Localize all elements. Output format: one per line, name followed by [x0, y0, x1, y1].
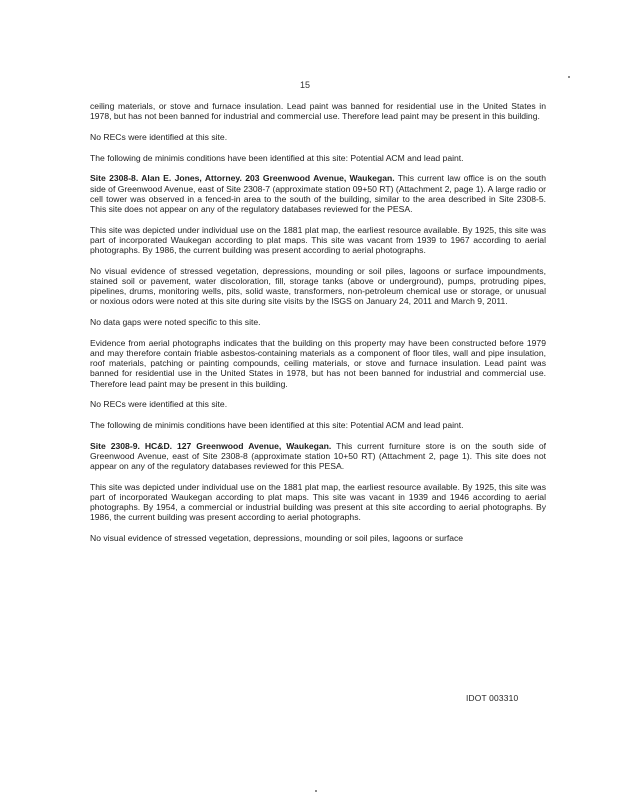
- paragraph-de-minimis: The following de minimis conditions have been identified at this site: Potential ACM and lead paint.: [90, 152, 464, 163]
- paragraph-site-2308-9: [90, 441, 546, 472]
- scan-speck: [568, 76, 570, 78]
- site-description: This current furniture store is on the south side of Greenwood Avenue, east of Site 2308-8 (approximate station 10+50 RT) (Attachment 2, page 1). This site does not appear on any of the regulatory databases reviewed for this PESA.: [90, 440, 546, 472]
- page-number: 15: [300, 80, 311, 90]
- paragraph-asbestos: Evidence from aerial photographs indicates that the building on this property may have been constructed before 1979 and may therefore contain friable asbestos-containing materials as a component of floor tiles, wall and pipe insulation, roof materials, patching or painting compounds, ceiling materials, or stove and furnace insulation. Lead paint was banned for residential use in the United States in 1978, but has not been banned for industrial and commercial use. Therefore lead paint may be present in this building.: [90, 337, 546, 389]
- paragraph-data-gaps: No data gaps were noted specific to this site.: [90, 317, 261, 328]
- paragraph-asbestos-continuation: ceiling materials, or stove and furnace insulation. Lead paint was banned for residential use in the United States in 1978, but has not been banned for industrial and commercial use. Therefore lead paint may be present in this building.: [90, 101, 546, 122]
- scan-speck: [315, 790, 317, 792]
- paragraph-visual-evidence: No visual evidence of stressed vegetation, depressions, mounding or soil piles, lagoons or surface: [90, 533, 464, 544]
- paragraph-history: This site was depicted under individual use on the 1881 plat map, the earliest resource available. By 1925, this site was part of incorporated Waukegan according to plat maps. This site was vacant from 1939 to 1967 according to aerial photographs. By 1986, the current building was present according to aerial photographs.: [90, 224, 546, 256]
- body-text: [90, 101, 546, 554]
- paragraph-no-recs: No RECs were identified at this site.: [90, 131, 228, 142]
- site-heading: Site 2308-9. HC&D. 127 Greenwood Avenue, Waukegan.: [90, 440, 332, 451]
- paragraph-history: This site was depicted under individual use on the 1881 plat map, the earliest resource available. By 1925, this site was part of incorporated Waukegan according to plat maps. This site was vacant in 1939 and 1946 according to aerial photographs. By 1954, a commercial or industrial building was present at this site according to aerial photographs. By 1986, the current building was present according to aerial photographs.: [90, 481, 546, 523]
- paragraph-de-minimis: The following de minimis conditions have been identified at this site: Potential ACM and lead paint.: [90, 419, 464, 430]
- site-description: This current law office is on the south side of Greenwood Avenue, east of Site 2308-7 (approximate station 09+50 RT) (Attachment 2, page 1). A large radio or cell tower was observed in a fenced-in area to the south of the building, similar to the area described in Site 2308-5. This site does not appear on any of the regulatory databases reviewed for the PESA.: [90, 173, 546, 214]
- site-heading: Site 2308-8. Alan E. Jones, Attorney. 203 Greenwood Avenue, Waukegan.: [90, 173, 395, 184]
- paragraph-site-2308-8: [90, 173, 546, 214]
- paragraph-no-recs: No RECs were identified at this site.: [90, 399, 228, 410]
- paragraph-visual-evidence: No visual evidence of stressed vegetation, depressions, mounding or soil piles, lagoons or surface impoundments, stained soil or pavement, water discoloration, fill, storage tanks (above or underground), pumps, protruding pipes, pipelines, drums, monitoring wells, pits, solid waste, transformers, non-petroleum chemical use or storage, or unusual or noxious odors were noted at this site during site visits by the ISGS on January 24, 2011 and March 9, 2011.: [90, 265, 546, 307]
- bates-number: IDOT 003310: [466, 693, 519, 703]
